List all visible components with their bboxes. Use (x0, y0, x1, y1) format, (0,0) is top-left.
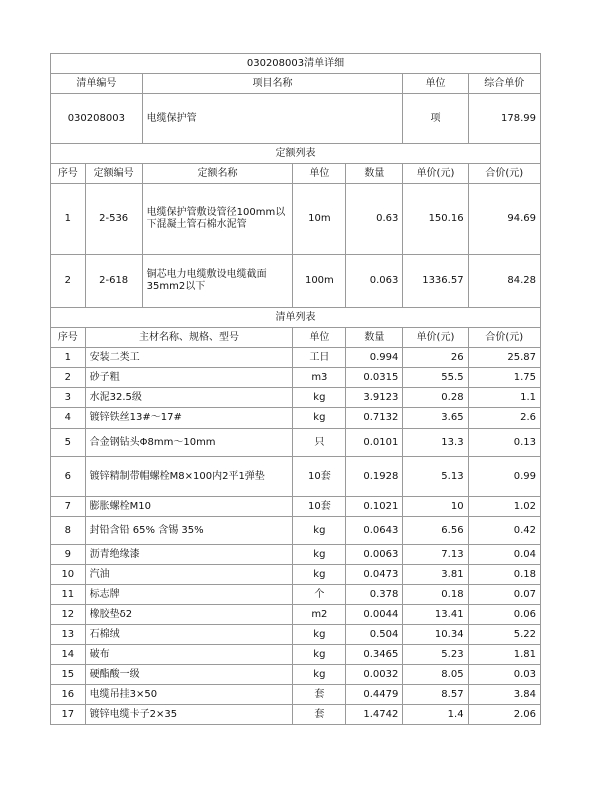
material-row (51, 665, 541, 685)
mat-seq: 7 (51, 497, 86, 517)
code-header: 清单编号 (51, 74, 143, 94)
mat-col-qty: 数量 (346, 328, 403, 348)
mat-qty: 0.0032 (346, 665, 403, 685)
mat-unit: kg (293, 388, 346, 408)
mat-unit-price: 0.28 (403, 388, 468, 408)
mat-total: 0.03 (468, 665, 540, 685)
mat-col-seq: 序号 (51, 328, 86, 348)
mat-name: 镀锌电缆卡子2×35 (85, 705, 293, 725)
mat-seq: 3 (51, 388, 86, 408)
quota-col-unit: 单位 (293, 164, 346, 184)
mat-total: 3.84 (468, 685, 540, 705)
material-row (51, 497, 541, 517)
mat-name: 电缆吊挂3×50 (85, 685, 293, 705)
mat-name: 汽油 (85, 565, 293, 585)
mat-qty: 0.994 (346, 348, 403, 368)
material-row (51, 348, 541, 368)
materials-header-row (51, 328, 541, 348)
mat-total: 5.22 (468, 625, 540, 645)
mat-seq: 11 (51, 585, 86, 605)
mat-col-unit-price: 单价(元) (403, 328, 468, 348)
title-row (51, 54, 541, 74)
mat-name: 硬酯酸一级 (85, 665, 293, 685)
mat-name: 水泥32.5级 (85, 388, 293, 408)
quota-total: 84.28 (468, 255, 540, 308)
material-row (51, 457, 541, 497)
quota-col-seq: 序号 (51, 164, 86, 184)
mat-unit-price: 6.56 (403, 517, 468, 545)
mat-unit-price: 13.3 (403, 429, 468, 457)
quota-qty: 0.63 (346, 184, 403, 255)
mat-qty: 1.4742 (346, 705, 403, 725)
mat-total: 0.06 (468, 605, 540, 625)
mat-seq: 15 (51, 665, 86, 685)
mat-total: 0.04 (468, 545, 540, 565)
mat-name: 镀锌精制带帽螺栓M8×100内2平1弹垫 (85, 457, 293, 497)
material-row (51, 605, 541, 625)
mat-total: 0.13 (468, 429, 540, 457)
item-row (51, 94, 541, 144)
mat-unit: 套 (293, 685, 346, 705)
material-row (51, 625, 541, 645)
material-row (51, 645, 541, 665)
material-row (51, 408, 541, 429)
mat-unit-price: 1.4 (403, 705, 468, 725)
mat-qty: 0.3465 (346, 645, 403, 665)
mat-seq: 16 (51, 685, 86, 705)
mat-qty: 0.0044 (346, 605, 403, 625)
price-header: 综合单价 (468, 74, 540, 94)
mat-total: 0.99 (468, 457, 540, 497)
mat-unit: kg (293, 565, 346, 585)
mat-qty: 0.1021 (346, 497, 403, 517)
material-row (51, 705, 541, 725)
quota-row (51, 184, 541, 255)
mat-name: 沥青绝缘漆 (85, 545, 293, 565)
mat-name: 砂子粗 (85, 368, 293, 388)
quota-col-unit-price: 单价(元) (403, 164, 468, 184)
mat-total: 1.02 (468, 497, 540, 517)
mat-unit-price: 3.65 (403, 408, 468, 429)
material-row (51, 685, 541, 705)
mat-unit-price: 7.13 (403, 545, 468, 565)
unit-header: 单位 (403, 74, 468, 94)
quota-section-title: 定额列表 (51, 144, 541, 164)
item-unit: 项 (403, 94, 468, 144)
mat-unit-price: 10 (403, 497, 468, 517)
mat-total: 1.1 (468, 388, 540, 408)
header-row (51, 74, 541, 94)
mat-unit: kg (293, 665, 346, 685)
sheet-title: 030208003清单详细 (51, 54, 541, 74)
materials-section-title: 清单列表 (51, 308, 541, 328)
quota-seq: 1 (51, 184, 86, 255)
mat-total: 1.81 (468, 645, 540, 665)
quota-col-name: 定额名称 (142, 164, 293, 184)
mat-unit: m3 (293, 368, 346, 388)
quota-total: 94.69 (468, 184, 540, 255)
material-row (51, 517, 541, 545)
item-price: 178.99 (468, 94, 540, 144)
mat-seq: 10 (51, 565, 86, 585)
quota-title-row (51, 144, 541, 164)
mat-unit-price: 5.13 (403, 457, 468, 497)
mat-unit: kg (293, 408, 346, 429)
mat-qty: 0.0063 (346, 545, 403, 565)
mat-name: 封铅含铅 65% 含锡 35% (85, 517, 293, 545)
quota-col-code: 定额编号 (85, 164, 142, 184)
material-row (51, 368, 541, 388)
mat-name: 橡胶垫δ2 (85, 605, 293, 625)
mat-unit: kg (293, 625, 346, 645)
mat-unit: 只 (293, 429, 346, 457)
mat-total: 1.75 (468, 368, 540, 388)
material-row (51, 585, 541, 605)
quota-seq: 2 (51, 255, 86, 308)
quota-unit: 100m (293, 255, 346, 308)
mat-unit-price: 8.57 (403, 685, 468, 705)
mat-unit: 10套 (293, 497, 346, 517)
mat-unit-price: 26 (403, 348, 468, 368)
mat-unit-price: 8.05 (403, 665, 468, 685)
mat-seq: 9 (51, 545, 86, 565)
mat-name: 标志牌 (85, 585, 293, 605)
name-header: 项目名称 (142, 74, 403, 94)
mat-qty: 0.504 (346, 625, 403, 645)
mat-unit-price: 3.81 (403, 565, 468, 585)
quota-name: 铜芯电力电缆敷设电缆截面35mm2以下 (142, 255, 293, 308)
mat-seq: 8 (51, 517, 86, 545)
mat-total: 2.6 (468, 408, 540, 429)
mat-qty: 0.0643 (346, 517, 403, 545)
mat-seq: 4 (51, 408, 86, 429)
mat-unit: kg (293, 545, 346, 565)
quota-qty: 0.063 (346, 255, 403, 308)
mat-unit-price: 5.23 (403, 645, 468, 665)
mat-unit-price: 10.34 (403, 625, 468, 645)
quota-code: 2-618 (85, 255, 142, 308)
mat-seq: 5 (51, 429, 86, 457)
mat-unit: 10套 (293, 457, 346, 497)
mat-col-unit: 单位 (293, 328, 346, 348)
quota-header-row (51, 164, 541, 184)
mat-unit-price: 13.41 (403, 605, 468, 625)
mat-total: 2.06 (468, 705, 540, 725)
bill-detail-sheet (50, 53, 541, 725)
mat-name: 破布 (85, 645, 293, 665)
quota-unit-price: 1336.57 (403, 255, 468, 308)
mat-total: 0.42 (468, 517, 540, 545)
mat-qty: 0.7132 (346, 408, 403, 429)
mat-unit: 个 (293, 585, 346, 605)
mat-seq: 12 (51, 605, 86, 625)
bill-detail-table (50, 53, 541, 725)
quota-code: 2-536 (85, 184, 142, 255)
mat-total: 0.07 (468, 585, 540, 605)
material-row (51, 545, 541, 565)
mat-qty: 0.0315 (346, 368, 403, 388)
mat-unit: kg (293, 645, 346, 665)
mat-name: 合金钢钻头Φ8mm～10mm (85, 429, 293, 457)
mat-unit: 套 (293, 705, 346, 725)
mat-name: 安装二类工 (85, 348, 293, 368)
mat-unit-price: 0.18 (403, 585, 468, 605)
quota-col-total: 合价(元) (468, 164, 540, 184)
mat-name: 镀锌铁丝13#～17# (85, 408, 293, 429)
mat-seq: 2 (51, 368, 86, 388)
materials-title-row (51, 308, 541, 328)
quota-name: 电缆保护管敷设管径100mm以下混凝土管石棉水泥管 (142, 184, 293, 255)
mat-total: 0.18 (468, 565, 540, 585)
mat-seq: 1 (51, 348, 86, 368)
mat-qty: 0.1928 (346, 457, 403, 497)
mat-name: 膨胀螺栓M10 (85, 497, 293, 517)
mat-unit: kg (293, 517, 346, 545)
item-code: 030208003 (51, 94, 143, 144)
item-name: 电缆保护管 (142, 94, 403, 144)
quota-col-qty: 数量 (346, 164, 403, 184)
mat-qty: 3.9123 (346, 388, 403, 408)
mat-qty: 0.0101 (346, 429, 403, 457)
mat-unit: 工日 (293, 348, 346, 368)
material-row (51, 429, 541, 457)
mat-col-name: 主材名称、规格、型号 (85, 328, 293, 348)
mat-qty: 0.0473 (346, 565, 403, 585)
mat-seq: 17 (51, 705, 86, 725)
mat-total: 25.87 (468, 348, 540, 368)
quota-row (51, 255, 541, 308)
quota-unit: 10m (293, 184, 346, 255)
mat-seq: 13 (51, 625, 86, 645)
mat-col-total: 合价(元) (468, 328, 540, 348)
material-row (51, 565, 541, 585)
material-row (51, 388, 541, 408)
mat-seq: 6 (51, 457, 86, 497)
mat-unit: m2 (293, 605, 346, 625)
quota-unit-price: 150.16 (403, 184, 468, 255)
mat-qty: 0.4479 (346, 685, 403, 705)
mat-unit-price: 55.5 (403, 368, 468, 388)
mat-name: 石棉绒 (85, 625, 293, 645)
mat-qty: 0.378 (346, 585, 403, 605)
mat-seq: 14 (51, 645, 86, 665)
